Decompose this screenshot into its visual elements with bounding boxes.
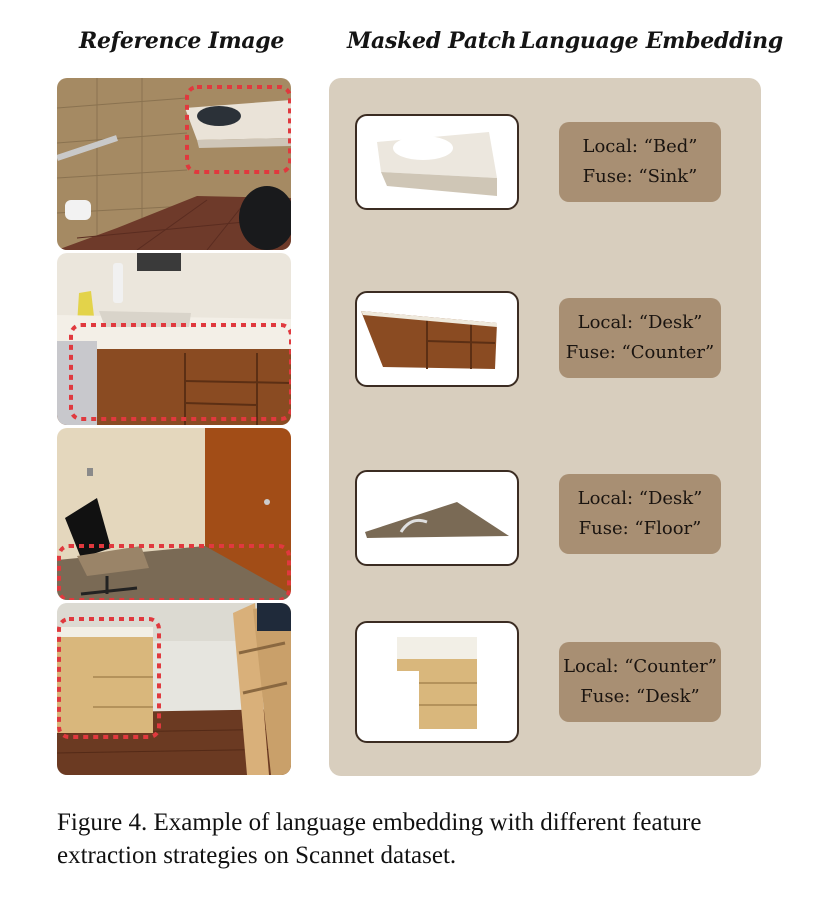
fuse-label: Fuse: “Desk”	[580, 686, 700, 707]
header-language-embedding: Language Embedding	[520, 28, 783, 54]
fuse-label: Fuse: “Sink”	[582, 166, 698, 187]
local-label: Local: “Counter”	[563, 656, 717, 677]
language-embedding-box	[559, 298, 721, 378]
masked-patch-sink	[355, 114, 519, 210]
header-masked-patch: Masked Patch	[347, 28, 517, 54]
fuse-label: Fuse: “Floor”	[578, 518, 702, 539]
reference-image-bathroom	[57, 78, 291, 250]
fuse-label: Fuse: “Counter”	[565, 342, 715, 363]
masked-patch-desk	[355, 621, 519, 743]
language-embedding-box	[559, 122, 721, 202]
reference-image-desk	[57, 603, 291, 775]
reference-images-column	[57, 78, 291, 778]
local-label: Local: “Desk”	[577, 488, 703, 509]
masked-patch-floor	[355, 470, 519, 566]
header-reference-image: Reference Image	[79, 28, 285, 54]
local-label: Local: “Bed”	[582, 136, 698, 157]
language-embedding-box	[559, 642, 721, 722]
local-label: Local: “Desk”	[577, 312, 703, 333]
figure-caption: Figure 4. Example of language embedding with different feature extraction strategies on Scannet dataset.	[57, 809, 702, 869]
masked-patch-counter	[355, 291, 519, 387]
language-embedding-box	[559, 474, 721, 554]
reference-image-room	[57, 428, 291, 600]
comparison-panel	[329, 78, 761, 776]
reference-image-counter	[57, 253, 291, 425]
